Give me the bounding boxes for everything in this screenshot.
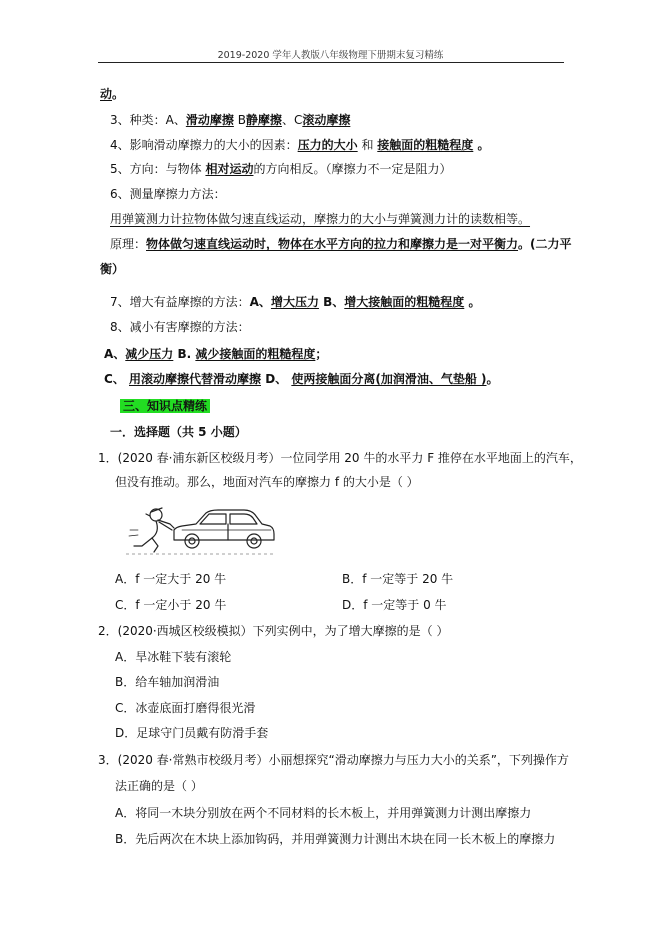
q2-option-a[interactable]: A．旱冰鞋下装有滚轮 [115, 650, 232, 664]
question-1-stem: 1．(2020 春·浦东新区校级月考）一位同学用 20 牛的水平力 F 推停在水平地面上的汽车， [98, 451, 582, 465]
q2-option-b[interactable]: B．给车轴加润滑油 [115, 675, 220, 689]
measure-principle: 原理：物体做匀速直线运动时，物体在水平方向的拉力和摩擦力是一对平衡力。(二力平 [110, 237, 572, 251]
item-5-direction: 5、方向：与物体 相对运动的方向相反。（摩擦力不一定是阻力） [110, 162, 452, 176]
q1-option-b[interactable]: B．f 一定等于 20 牛 [342, 572, 454, 586]
q1-option-c[interactable]: C．f 一定小于 20 牛 [115, 598, 227, 612]
q2-option-d[interactable]: D．足球守门员戴有防滑手套 [115, 726, 269, 740]
q2-option-c[interactable]: C．冰壶底面打磨得很光滑 [115, 701, 256, 715]
page-header: 2019-2020 学年人教版八年级物理下册期末复习精练 [217, 50, 444, 61]
person-pushing-car-illustration [126, 500, 278, 558]
question-2-stem: 2．(2020·西城区校级模拟）下列实例中，为了增大摩擦的是（ ） [98, 624, 449, 638]
measure-principle-cont: 衡） [100, 262, 125, 276]
continued-line: 动。 [100, 87, 125, 101]
q3-option-a[interactable]: A．将同一木块分别放在两个不同材料的长木板上，并用弹簧测力计测出摩擦力 [115, 806, 532, 820]
q1-option-d[interactable]: D．f 一定等于 0 牛 [342, 598, 447, 612]
q3-option-b[interactable]: B．先后两次在木块上添加钩码，并用弹簧测力计测出木块在同一长木板上的摩擦力 [115, 832, 556, 846]
part-1-title: 一．选择题（共 5 小题） [110, 425, 247, 439]
header-rule [98, 62, 564, 63]
section-3-title: 三、知识点精练 [120, 398, 210, 414]
item-7-increase: 7、增大有益摩擦的方法：A、增大压力 B、增大接触面的粗糙程度 。 [110, 295, 481, 309]
reduce-methods-cd: C、 用滚动摩擦代替滑动摩擦 D、 使两接触面分离(加润滑油、气垫船 )。 [104, 372, 499, 386]
reduce-methods-ab: A、减少压力 B. 减少接触面的粗糙程度； [104, 347, 328, 361]
question-1-stem-cont: 但没有推动。那么，地面对汽车的摩擦力 f 的大小是（ ） [115, 475, 419, 489]
measure-method: 用弹簧测力计拉物体做匀速直线运动，摩擦力的大小与弹簧测力计的读数相等。 [110, 212, 531, 226]
item-3-types: 3、种类：A、滑动摩擦 B静摩擦、C滚动摩擦 [110, 113, 351, 127]
item-4-factors: 4、影响滑动摩擦力的大小的因素：压力的大小 和 接触面的粗糙程度 。 [110, 138, 490, 152]
q1-option-a[interactable]: A．f 一定大于 20 牛 [115, 572, 227, 586]
item-6-measure: 6、测量摩擦力方法： [110, 187, 226, 201]
item-8-reduce: 8、减小有害摩擦的方法： [110, 320, 250, 334]
question-3-stem-cont: 法正确的是（ ） [115, 779, 203, 793]
question-3-stem: 3．(2020 春·常熟市校级月考）小丽想探究“滑动摩擦力与压力大小的关系”，下列操作方 [98, 753, 569, 767]
